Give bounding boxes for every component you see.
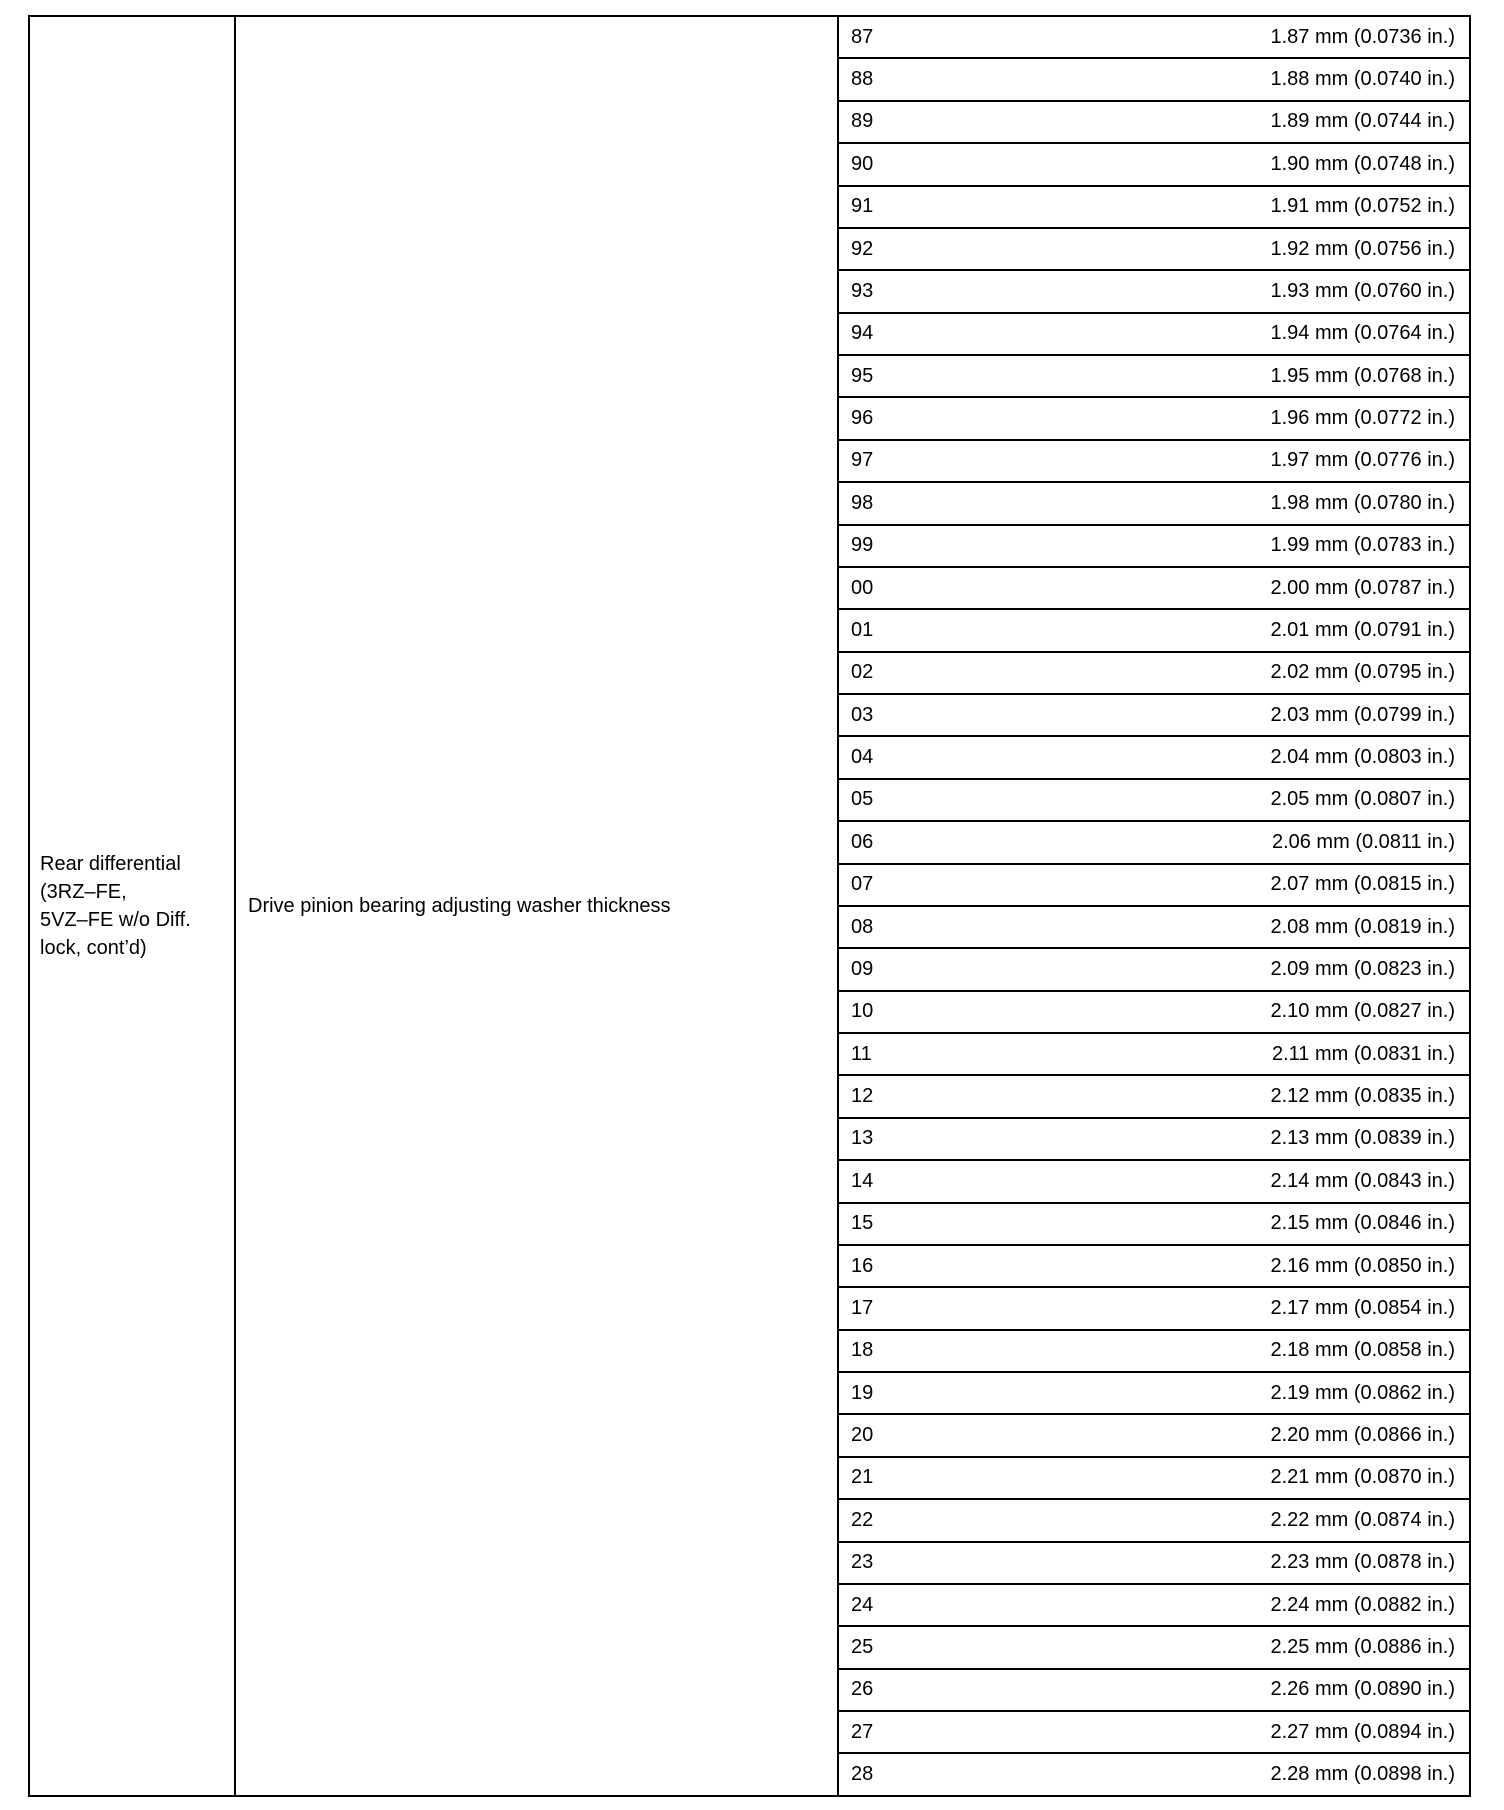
washer-mark: 28 bbox=[851, 1763, 874, 1786]
table-row bbox=[839, 187, 1469, 229]
washer-thickness: 2.06 mm (0.0811 in.) bbox=[1271, 830, 1455, 853]
washer-thickness: 2.14 mm (0.0843 in.) bbox=[1270, 1169, 1455, 1192]
table-row bbox=[839, 695, 1469, 737]
washer-thickness: 2.02 mm (0.0795 in.) bbox=[1270, 661, 1455, 684]
table-row bbox=[839, 653, 1469, 695]
washer-mark: 96 bbox=[851, 407, 874, 430]
table-row bbox=[839, 483, 1469, 525]
table-row bbox=[839, 271, 1469, 313]
washer-mark: 04 bbox=[851, 746, 874, 769]
table-row bbox=[839, 59, 1469, 101]
washer-thickness: 2.28 mm (0.0898 in.) bbox=[1270, 1763, 1455, 1786]
table-row bbox=[839, 441, 1469, 483]
washer-thickness: 2.21 mm (0.0870 in.) bbox=[1270, 1466, 1455, 1489]
table-row bbox=[839, 1331, 1469, 1373]
table-row bbox=[839, 1161, 1469, 1203]
washer-mark: 24 bbox=[851, 1593, 874, 1616]
table-row bbox=[839, 314, 1469, 356]
washer-mark: 94 bbox=[851, 322, 874, 345]
table-row bbox=[839, 1288, 1469, 1330]
washer-thickness: 1.87 mm (0.0736 in.) bbox=[1270, 25, 1455, 48]
table-row bbox=[839, 1500, 1469, 1542]
washer-mark: 21 bbox=[851, 1466, 874, 1489]
washer-thickness: 1.97 mm (0.0776 in.) bbox=[1270, 449, 1455, 472]
washer-thickness: 2.00 mm (0.0787 in.) bbox=[1270, 576, 1455, 599]
table-row bbox=[839, 737, 1469, 779]
washer-thickness: 2.10 mm (0.0827 in.) bbox=[1270, 1000, 1455, 1023]
table-row bbox=[839, 1543, 1469, 1585]
spec-table bbox=[28, 15, 1471, 1797]
washer-mark: 88 bbox=[851, 68, 874, 91]
washer-mark: 19 bbox=[851, 1381, 874, 1404]
washer-mark: 14 bbox=[851, 1169, 874, 1192]
washer-thickness: 2.25 mm (0.0886 in.) bbox=[1270, 1635, 1455, 1658]
table-row bbox=[839, 822, 1469, 864]
table-row bbox=[839, 865, 1469, 907]
table-row bbox=[839, 144, 1469, 186]
washer-mark: 05 bbox=[851, 788, 874, 811]
washer-mark: 10 bbox=[851, 1000, 874, 1023]
washer-thickness: 2.07 mm (0.0815 in.) bbox=[1270, 873, 1455, 896]
washer-mark: 98 bbox=[851, 491, 874, 514]
item-label: Drive pinion bearing adjusting washer thickness bbox=[248, 895, 671, 917]
washer-thickness: 2.24 mm (0.0882 in.) bbox=[1270, 1593, 1455, 1616]
washer-thickness: 1.98 mm (0.0780 in.) bbox=[1270, 491, 1455, 514]
washer-mark: 22 bbox=[851, 1508, 874, 1531]
group-cell bbox=[30, 17, 236, 1795]
washer-thickness: 2.19 mm (0.0862 in.) bbox=[1270, 1381, 1455, 1404]
washer-thickness: 1.90 mm (0.0748 in.) bbox=[1270, 152, 1455, 175]
washer-mark: 20 bbox=[851, 1424, 874, 1447]
washer-thickness: 1.88 mm (0.0740 in.) bbox=[1270, 68, 1455, 91]
table-row bbox=[839, 1415, 1469, 1457]
washer-mark: 07 bbox=[851, 873, 874, 896]
table-row bbox=[839, 1119, 1469, 1161]
washer-thickness: 2.20 mm (0.0866 in.) bbox=[1270, 1424, 1455, 1447]
table-row bbox=[839, 1204, 1469, 1246]
table-row bbox=[839, 1246, 1469, 1288]
washer-mark: 12 bbox=[851, 1085, 874, 1108]
table-row bbox=[839, 1627, 1469, 1669]
washer-thickness: 2.05 mm (0.0807 in.) bbox=[1270, 788, 1455, 811]
washer-mark: 08 bbox=[851, 915, 874, 938]
washer-mark: 23 bbox=[851, 1551, 874, 1574]
washer-mark: 00 bbox=[851, 576, 874, 599]
washer-mark: 87 bbox=[851, 25, 874, 48]
table-row bbox=[839, 1458, 1469, 1500]
table-row bbox=[839, 229, 1469, 271]
washer-mark: 15 bbox=[851, 1212, 874, 1235]
washer-mark: 03 bbox=[851, 703, 874, 726]
washer-thickness: 1.93 mm (0.0760 in.) bbox=[1270, 279, 1455, 302]
washer-thickness: 1.94 mm (0.0764 in.) bbox=[1270, 322, 1455, 345]
table-row bbox=[839, 356, 1469, 398]
washer-thickness: 2.03 mm (0.0799 in.) bbox=[1270, 703, 1455, 726]
washer-mark: 02 bbox=[851, 661, 874, 684]
washer-thickness: 2.11 mm (0.0831 in.) bbox=[1271, 1042, 1455, 1065]
washer-mark: 13 bbox=[851, 1127, 874, 1150]
washer-mark: 17 bbox=[851, 1296, 874, 1319]
washer-mark: 25 bbox=[851, 1635, 874, 1658]
washer-thickness: 2.16 mm (0.0850 in.) bbox=[1270, 1254, 1455, 1277]
washer-thickness: 2.01 mm (0.0791 in.) bbox=[1270, 618, 1455, 641]
washer-mark: 18 bbox=[851, 1339, 874, 1362]
washer-thickness: 2.09 mm (0.0823 in.) bbox=[1270, 957, 1455, 980]
washer-mark: 09 bbox=[851, 957, 874, 980]
table-row bbox=[839, 780, 1469, 822]
table-row bbox=[839, 1754, 1469, 1794]
washer-thickness: 2.15 mm (0.0846 in.) bbox=[1270, 1212, 1455, 1235]
group-label: Rear differential (3RZ–FE, 5VZ–FE w/o Diff. lock, cont’d) bbox=[40, 853, 191, 959]
washer-mark: 92 bbox=[851, 237, 874, 260]
table-row bbox=[839, 907, 1469, 949]
washer-mark: 27 bbox=[851, 1720, 874, 1743]
washer-thickness: 1.91 mm (0.0752 in.) bbox=[1270, 195, 1455, 218]
table-row bbox=[839, 1034, 1469, 1076]
washer-thickness: 1.89 mm (0.0744 in.) bbox=[1270, 110, 1455, 133]
washer-thickness: 2.27 mm (0.0894 in.) bbox=[1270, 1720, 1455, 1743]
table-row bbox=[839, 1076, 1469, 1118]
table-row bbox=[839, 398, 1469, 440]
washer-mark: 06 bbox=[851, 830, 874, 853]
table-row bbox=[839, 1712, 1469, 1754]
table-row bbox=[839, 1373, 1469, 1415]
washer-thickness: 2.26 mm (0.0890 in.) bbox=[1270, 1678, 1455, 1701]
table-row bbox=[839, 992, 1469, 1034]
washer-thickness: 2.17 mm (0.0854 in.) bbox=[1270, 1296, 1455, 1319]
washer-mark: 16 bbox=[851, 1254, 874, 1277]
table-row bbox=[839, 1670, 1469, 1712]
washer-thickness: 2.23 mm (0.0878 in.) bbox=[1270, 1551, 1455, 1574]
washer-mark: 89 bbox=[851, 110, 874, 133]
washer-mark: 95 bbox=[851, 364, 874, 387]
washer-mark: 11 bbox=[851, 1042, 872, 1065]
washer-mark: 91 bbox=[851, 195, 874, 218]
washer-thickness: 2.22 mm (0.0874 in.) bbox=[1270, 1508, 1455, 1531]
washer-mark: 97 bbox=[851, 449, 874, 472]
washer-thickness: 1.92 mm (0.0756 in.) bbox=[1270, 237, 1455, 260]
values-column bbox=[839, 17, 1469, 1795]
washer-thickness: 1.99 mm (0.0783 in.) bbox=[1270, 534, 1455, 557]
table-row bbox=[839, 949, 1469, 991]
washer-thickness: 2.18 mm (0.0858 in.) bbox=[1270, 1339, 1455, 1362]
washer-mark: 93 bbox=[851, 279, 874, 302]
washer-mark: 90 bbox=[851, 152, 874, 175]
item-cell bbox=[236, 17, 839, 1795]
washer-mark: 01 bbox=[851, 618, 874, 641]
table-row bbox=[839, 568, 1469, 610]
washer-thickness: 1.95 mm (0.0768 in.) bbox=[1270, 364, 1455, 387]
table-row bbox=[839, 610, 1469, 652]
washer-thickness: 1.96 mm (0.0772 in.) bbox=[1270, 407, 1455, 430]
table-row bbox=[839, 526, 1469, 568]
washer-thickness: 2.13 mm (0.0839 in.) bbox=[1270, 1127, 1455, 1150]
washer-thickness: 2.08 mm (0.0819 in.) bbox=[1270, 915, 1455, 938]
table-row bbox=[839, 102, 1469, 144]
table-row bbox=[839, 17, 1469, 59]
washer-mark: 26 bbox=[851, 1678, 874, 1701]
washer-mark: 99 bbox=[851, 534, 874, 557]
washer-thickness: 2.12 mm (0.0835 in.) bbox=[1270, 1085, 1455, 1108]
washer-thickness: 2.04 mm (0.0803 in.) bbox=[1270, 746, 1455, 769]
table-row bbox=[839, 1585, 1469, 1627]
